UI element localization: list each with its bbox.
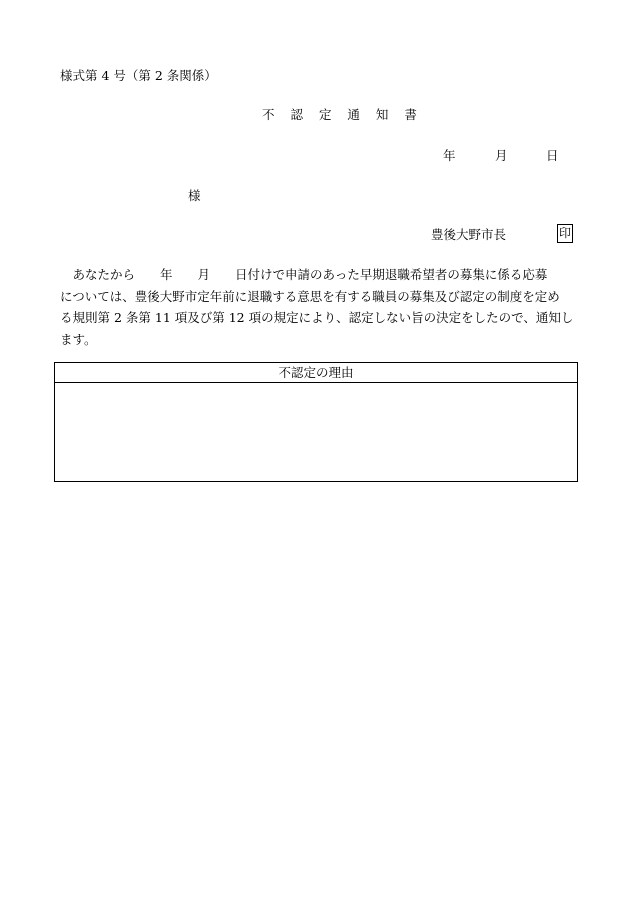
body-line: あなたから 年 月 日付けで申請のあった早期退職希望者の募集に係る応募 xyxy=(60,267,548,282)
seal-stamp: 印 xyxy=(557,224,573,243)
reason-header: 不認定の理由 xyxy=(55,363,577,383)
body-line: については、豊後大野市定年前に退職する意思を有する職員の募集及び認定の制度を定め xyxy=(60,288,560,304)
reason-table xyxy=(54,362,578,482)
date-year-label: 年 xyxy=(443,148,456,163)
issuer-name: 豊後大野市長 xyxy=(431,227,507,242)
notice-body xyxy=(60,264,580,350)
reason-content-area xyxy=(55,383,577,481)
document-title: 不 認 定 通 知 書 xyxy=(262,107,423,122)
date-day-label: 日 xyxy=(546,148,559,163)
form-number: 様式第 4 号（第 2 条関係） xyxy=(60,68,217,83)
addressee-honorific: 様 xyxy=(188,188,201,203)
date-month-label: 月 xyxy=(495,148,508,163)
body-line: る規則第 2 条第 11 項及び第 12 項の規定により、認定しない旨の決定をしたので、通知し xyxy=(60,310,574,325)
body-line: ます。 xyxy=(60,331,97,347)
